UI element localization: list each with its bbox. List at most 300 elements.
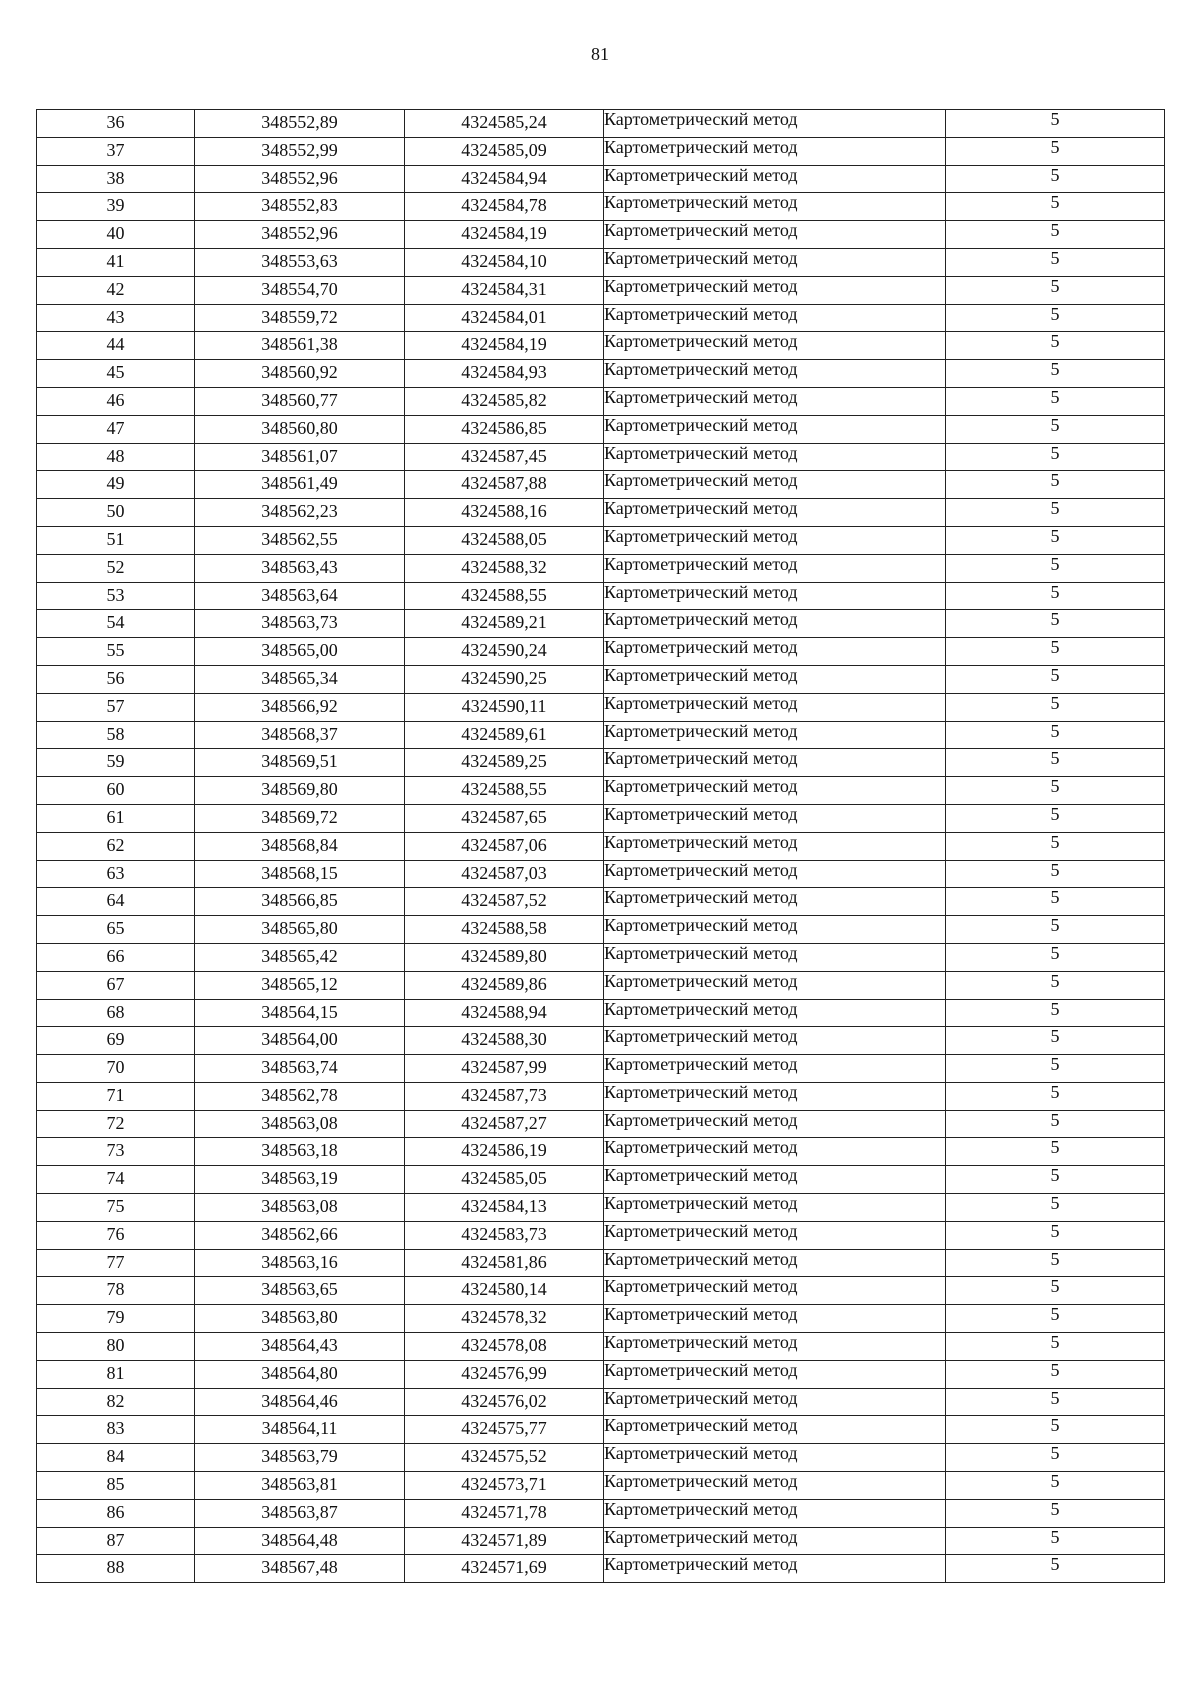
- table-row: [37, 943, 1165, 971]
- y-coordinate-cell: [405, 1527, 604, 1555]
- point-number-cell: [37, 360, 195, 388]
- point-number-cell: [37, 415, 195, 443]
- y-coordinate-text: 4324590,11: [461, 695, 547, 716]
- y-coordinate-text: 4324584,10: [461, 250, 547, 271]
- method-cell: [604, 332, 946, 360]
- x-coordinate-text: 348562,23: [261, 501, 338, 522]
- method-text: Картометрический метод: [604, 164, 798, 185]
- point-number-text: 78: [106, 1279, 125, 1300]
- table-row: [37, 1305, 1165, 1333]
- point-number-cell: [37, 471, 195, 499]
- table-row: [37, 276, 1165, 304]
- point-number-text: 80: [106, 1335, 125, 1356]
- method-text: Картометрический метод: [604, 720, 798, 741]
- accuracy-text: 5: [1050, 942, 1060, 963]
- method-cell: [604, 137, 946, 165]
- accuracy-text: 5: [1050, 414, 1060, 435]
- x-coordinate-text: 348565,00: [261, 640, 338, 661]
- point-number-text: 66: [106, 945, 125, 966]
- method-text: Картометрический метод: [604, 859, 798, 880]
- x-coordinate-text: 348563,19: [261, 1168, 338, 1189]
- y-coordinate-text: 4324589,80: [461, 945, 547, 966]
- method-text: Картометрический метод: [604, 1193, 798, 1214]
- x-coordinate-text: 348569,51: [261, 751, 338, 772]
- y-coordinate-text: 4324589,86: [461, 973, 547, 994]
- x-coordinate-cell: [195, 165, 405, 193]
- method-cell: [604, 1138, 946, 1166]
- y-coordinate-cell: [405, 1138, 604, 1166]
- point-number-cell: [37, 1472, 195, 1500]
- x-coordinate-text: 348560,80: [261, 417, 338, 438]
- accuracy-cell: [946, 888, 1165, 916]
- table-row: [37, 916, 1165, 944]
- method-cell: [604, 1027, 946, 1055]
- y-coordinate-cell: [405, 1055, 604, 1083]
- y-coordinate-text: 4324586,85: [461, 417, 547, 438]
- accuracy-text: 5: [1050, 525, 1060, 546]
- y-coordinate-text: 4324586,19: [461, 1140, 547, 1161]
- x-coordinate-text: 348567,48: [261, 1557, 338, 1578]
- x-coordinate-cell: [195, 610, 405, 638]
- point-number-text: 63: [106, 862, 125, 883]
- method-cell: [604, 610, 946, 638]
- method-cell: [604, 1194, 946, 1222]
- method-cell: [604, 971, 946, 999]
- method-text: Картометрический метод: [604, 386, 798, 407]
- y-coordinate-cell: [405, 916, 604, 944]
- point-number-cell: [37, 999, 195, 1027]
- accuracy-text: 5: [1050, 1387, 1060, 1408]
- accuracy-text: 5: [1050, 220, 1060, 241]
- point-number-text: 64: [106, 890, 125, 911]
- table-row: [37, 1082, 1165, 1110]
- method-text: Картометрический метод: [604, 359, 798, 380]
- x-coordinate-cell: [195, 1388, 405, 1416]
- y-coordinate-text: 4324587,45: [461, 445, 547, 466]
- point-number-text: 36: [106, 112, 125, 132]
- y-coordinate-text: 4324588,94: [461, 1001, 547, 1022]
- x-coordinate-text: 348566,92: [261, 695, 338, 716]
- y-coordinate-cell: [405, 693, 604, 721]
- point-number-cell: [37, 610, 195, 638]
- x-coordinate-cell: [195, 554, 405, 582]
- point-number-cell: [37, 1305, 195, 1333]
- accuracy-cell: [946, 526, 1165, 554]
- method-cell: [604, 110, 946, 138]
- point-number-cell: [37, 387, 195, 415]
- x-coordinate-cell: [195, 1527, 405, 1555]
- table-row: [37, 1388, 1165, 1416]
- y-coordinate-text: 4324589,25: [461, 751, 547, 772]
- x-coordinate-cell: [195, 137, 405, 165]
- method-cell: [604, 638, 946, 666]
- y-coordinate-text: 4324584,93: [461, 362, 547, 383]
- table-row: [37, 721, 1165, 749]
- y-coordinate-text: 4324584,31: [461, 278, 547, 299]
- point-number-text: 44: [106, 334, 125, 355]
- table-row: [37, 1166, 1165, 1194]
- point-number-cell: [37, 1055, 195, 1083]
- method-text: Картометрический метод: [604, 1165, 798, 1186]
- point-number-cell: [37, 1555, 195, 1583]
- method-cell: [604, 387, 946, 415]
- accuracy-cell: [946, 1499, 1165, 1527]
- y-coordinate-text: 4324584,19: [461, 334, 547, 355]
- point-number-text: 50: [106, 501, 125, 522]
- y-coordinate-text: 4324587,06: [461, 834, 547, 855]
- accuracy-cell: [946, 721, 1165, 749]
- accuracy-cell: [946, 221, 1165, 249]
- method-cell: [604, 1166, 946, 1194]
- accuracy-cell: [946, 1221, 1165, 1249]
- accuracy-cell: [946, 1555, 1165, 1583]
- table-row: [37, 1249, 1165, 1277]
- x-coordinate-cell: [195, 582, 405, 610]
- point-number-text: 62: [106, 834, 125, 855]
- point-number-cell: [37, 888, 195, 916]
- method-cell: [604, 471, 946, 499]
- accuracy-text: 5: [1050, 692, 1060, 713]
- point-number-cell: [37, 304, 195, 332]
- coordinates-table: [36, 109, 1165, 1583]
- method-cell: [604, 360, 946, 388]
- accuracy-text: 5: [1050, 1443, 1060, 1464]
- x-coordinate-cell: [195, 387, 405, 415]
- y-coordinate-cell: [405, 888, 604, 916]
- table-row: [37, 888, 1165, 916]
- x-coordinate-text: 348563,64: [261, 584, 338, 605]
- method-cell: [604, 1416, 946, 1444]
- accuracy-text: 5: [1050, 1415, 1060, 1436]
- point-number-cell: [37, 777, 195, 805]
- point-number-cell: [37, 1221, 195, 1249]
- x-coordinate-text: 348564,15: [261, 1001, 338, 1022]
- method-text: Картометрический метод: [604, 1387, 798, 1408]
- method-text: Картометрический метод: [604, 748, 798, 769]
- y-coordinate-text: 4324571,78: [461, 1501, 547, 1522]
- method-text: Картометрический метод: [604, 1304, 798, 1325]
- point-number-cell: [37, 1110, 195, 1138]
- point-number-text: 67: [106, 973, 125, 994]
- x-coordinate-cell: [195, 943, 405, 971]
- x-coordinate-text: 348564,11: [261, 1418, 338, 1439]
- y-coordinate-cell: [405, 360, 604, 388]
- x-coordinate-text: 348562,66: [261, 1223, 338, 1244]
- accuracy-text: 5: [1050, 720, 1060, 741]
- point-number-cell: [37, 554, 195, 582]
- page-number: 81: [591, 44, 609, 64]
- point-number-cell: [37, 1360, 195, 1388]
- accuracy-text: 5: [1050, 859, 1060, 880]
- point-number-cell: [37, 1082, 195, 1110]
- point-number-cell: [37, 749, 195, 777]
- table-row: [37, 332, 1165, 360]
- accuracy-cell: [946, 471, 1165, 499]
- y-coordinate-text: 4324571,69: [461, 1557, 547, 1578]
- accuracy-text: 5: [1050, 498, 1060, 519]
- x-coordinate-cell: [195, 777, 405, 805]
- y-coordinate-cell: [405, 1333, 604, 1361]
- point-number-cell: [37, 1166, 195, 1194]
- accuracy-text: 5: [1050, 442, 1060, 463]
- point-number-text: 52: [106, 556, 125, 577]
- x-coordinate-cell: [195, 665, 405, 693]
- method-cell: [604, 804, 946, 832]
- y-coordinate-text: 4324587,99: [461, 1057, 547, 1078]
- y-coordinate-cell: [405, 1555, 604, 1583]
- point-number-text: 72: [106, 1112, 125, 1133]
- point-number-cell: [37, 276, 195, 304]
- method-text: Картометрический метод: [604, 1332, 798, 1353]
- method-text: Картометрический метод: [604, 998, 798, 1019]
- point-number-text: 51: [106, 528, 125, 549]
- y-coordinate-cell: [405, 1416, 604, 1444]
- method-text: Картометрический метод: [604, 553, 798, 574]
- x-coordinate-text: 348561,49: [261, 473, 338, 494]
- table-row: [37, 665, 1165, 693]
- y-coordinate-text: 4324576,99: [461, 1362, 547, 1383]
- table-row: [37, 971, 1165, 999]
- point-number-text: 40: [106, 223, 125, 244]
- accuracy-cell: [946, 971, 1165, 999]
- table-row: [37, 1138, 1165, 1166]
- point-number-text: 88: [106, 1557, 125, 1578]
- method-text: Картометрический метод: [604, 637, 798, 658]
- x-coordinate-text: 348564,48: [261, 1529, 338, 1550]
- method-text: Картометрический метод: [604, 1276, 798, 1297]
- y-coordinate-cell: [405, 443, 604, 471]
- x-coordinate-cell: [195, 693, 405, 721]
- y-coordinate-cell: [405, 1499, 604, 1527]
- accuracy-cell: [946, 1166, 1165, 1194]
- point-number-text: 46: [106, 389, 125, 410]
- x-coordinate-text: 348565,80: [261, 918, 338, 939]
- point-number-text: 70: [106, 1057, 125, 1078]
- point-number-cell: [37, 499, 195, 527]
- accuracy-text: 5: [1050, 1137, 1060, 1158]
- accuracy-text: 5: [1050, 303, 1060, 324]
- accuracy-cell: [946, 832, 1165, 860]
- y-coordinate-text: 4324590,25: [461, 667, 547, 688]
- y-coordinate-cell: [405, 999, 604, 1027]
- y-coordinate-text: 4324585,82: [461, 389, 547, 410]
- y-coordinate-text: 4324583,73: [461, 1223, 547, 1244]
- table-row: [37, 471, 1165, 499]
- accuracy-cell: [946, 1305, 1165, 1333]
- x-coordinate-text: 348552,96: [261, 167, 338, 188]
- method-cell: [604, 276, 946, 304]
- point-number-text: 58: [106, 723, 125, 744]
- x-coordinate-cell: [195, 1277, 405, 1305]
- y-coordinate-cell: [405, 582, 604, 610]
- point-number-cell: [37, 1388, 195, 1416]
- method-cell: [604, 777, 946, 805]
- y-coordinate-cell: [405, 332, 604, 360]
- x-coordinate-cell: [195, 749, 405, 777]
- accuracy-cell: [946, 443, 1165, 471]
- table-row: [37, 777, 1165, 805]
- x-coordinate-text: 348563,74: [261, 1057, 338, 1078]
- accuracy-cell: [946, 554, 1165, 582]
- method-text: Картометрический метод: [604, 1554, 798, 1575]
- x-coordinate-cell: [195, 332, 405, 360]
- x-coordinate-cell: [195, 721, 405, 749]
- method-text: Картометрический метод: [604, 1137, 798, 1158]
- x-coordinate-cell: [195, 1333, 405, 1361]
- y-coordinate-text: 4324587,65: [461, 806, 547, 827]
- accuracy-cell: [946, 582, 1165, 610]
- table-row: [37, 1277, 1165, 1305]
- table-row: [37, 165, 1165, 193]
- accuracy-text: 5: [1050, 1026, 1060, 1047]
- table-row: [37, 360, 1165, 388]
- table-row: [37, 999, 1165, 1027]
- y-coordinate-cell: [405, 1249, 604, 1277]
- method-cell: [604, 1555, 946, 1583]
- y-coordinate-text: 4324589,21: [461, 612, 547, 633]
- y-coordinate-cell: [405, 804, 604, 832]
- accuracy-cell: [946, 499, 1165, 527]
- y-coordinate-text: 4324588,05: [461, 528, 547, 549]
- method-text: Картометрический метод: [604, 1248, 798, 1269]
- accuracy-cell: [946, 387, 1165, 415]
- point-number-text: 68: [106, 1001, 125, 1022]
- point-number-cell: [37, 1333, 195, 1361]
- y-coordinate-cell: [405, 1444, 604, 1472]
- table-row: [37, 860, 1165, 888]
- method-text: Картометрический метод: [604, 609, 798, 630]
- point-number-text: 48: [106, 445, 125, 466]
- x-coordinate-cell: [195, 1166, 405, 1194]
- point-number-cell: [37, 693, 195, 721]
- accuracy-cell: [946, 916, 1165, 944]
- table-row: [37, 304, 1165, 332]
- accuracy-text: 5: [1050, 1220, 1060, 1241]
- table-row: [37, 1527, 1165, 1555]
- y-coordinate-cell: [405, 471, 604, 499]
- y-coordinate-text: 4324578,32: [461, 1307, 547, 1328]
- method-text: Картометрический метод: [604, 1526, 798, 1547]
- y-coordinate-cell: [405, 832, 604, 860]
- method-cell: [604, 554, 946, 582]
- accuracy-text: 5: [1050, 1304, 1060, 1325]
- table-row: [37, 499, 1165, 527]
- point-number-cell: [37, 165, 195, 193]
- x-coordinate-cell: [195, 1138, 405, 1166]
- method-cell: [604, 943, 946, 971]
- method-text: Картометрический метод: [604, 109, 798, 129]
- x-coordinate-cell: [195, 804, 405, 832]
- table-row: [37, 1360, 1165, 1388]
- y-coordinate-cell: [405, 749, 604, 777]
- table-row: [37, 221, 1165, 249]
- y-coordinate-text: 4324589,61: [461, 723, 547, 744]
- table-row: [37, 1555, 1165, 1583]
- method-cell: [604, 1110, 946, 1138]
- point-number-text: 87: [106, 1529, 125, 1550]
- accuracy-text: 5: [1050, 109, 1060, 129]
- x-coordinate-text: 348563,43: [261, 556, 338, 577]
- method-cell: [604, 1221, 946, 1249]
- x-coordinate-text: 348564,43: [261, 1335, 338, 1356]
- accuracy-cell: [946, 1249, 1165, 1277]
- method-cell: [604, 221, 946, 249]
- accuracy-cell: [946, 1333, 1165, 1361]
- accuracy-text: 5: [1050, 1471, 1060, 1492]
- method-cell: [604, 1305, 946, 1333]
- table-row: [37, 110, 1165, 138]
- accuracy-text: 5: [1050, 1332, 1060, 1353]
- method-cell: [604, 1082, 946, 1110]
- point-number-cell: [37, 1499, 195, 1527]
- y-coordinate-cell: [405, 860, 604, 888]
- table-row: [37, 1027, 1165, 1055]
- accuracy-text: 5: [1050, 359, 1060, 380]
- point-number-text: 73: [106, 1140, 125, 1161]
- x-coordinate-text: 348561,07: [261, 445, 338, 466]
- accuracy-cell: [946, 693, 1165, 721]
- accuracy-text: 5: [1050, 1276, 1060, 1297]
- accuracy-text: 5: [1050, 1498, 1060, 1519]
- y-coordinate-cell: [405, 943, 604, 971]
- y-coordinate-cell: [405, 415, 604, 443]
- y-coordinate-cell: [405, 554, 604, 582]
- point-number-text: 55: [106, 640, 125, 661]
- y-coordinate-cell: [405, 499, 604, 527]
- y-coordinate-text: 4324588,58: [461, 918, 547, 939]
- accuracy-text: 5: [1050, 1526, 1060, 1547]
- table-row: [37, 1055, 1165, 1083]
- y-coordinate-cell: [405, 971, 604, 999]
- x-coordinate-cell: [195, 860, 405, 888]
- y-coordinate-text: 4324585,05: [461, 1168, 547, 1189]
- y-coordinate-cell: [405, 221, 604, 249]
- accuracy-cell: [946, 276, 1165, 304]
- x-coordinate-text: 348565,42: [261, 945, 338, 966]
- y-coordinate-text: 4324587,88: [461, 473, 547, 494]
- x-coordinate-text: 348563,73: [261, 612, 338, 633]
- method-text: Картометрический метод: [604, 1443, 798, 1464]
- x-coordinate-text: 348568,84: [261, 834, 338, 855]
- point-number-text: 47: [106, 417, 125, 438]
- y-coordinate-cell: [405, 1110, 604, 1138]
- accuracy-text: 5: [1050, 1554, 1060, 1575]
- accuracy-cell: [946, 943, 1165, 971]
- accuracy-cell: [946, 665, 1165, 693]
- x-coordinate-cell: [195, 1416, 405, 1444]
- method-text: Картометрический метод: [604, 915, 798, 936]
- method-text: Картометрический метод: [604, 942, 798, 963]
- point-number-cell: [37, 1444, 195, 1472]
- accuracy-cell: [946, 1444, 1165, 1472]
- point-number-text: 42: [106, 278, 125, 299]
- method-cell: [604, 1333, 946, 1361]
- method-text: Картометрический метод: [604, 275, 798, 296]
- method-text: Картометрический метод: [604, 1026, 798, 1047]
- accuracy-text: 5: [1050, 776, 1060, 797]
- y-coordinate-text: 4324588,32: [461, 556, 547, 577]
- x-coordinate-cell: [195, 1249, 405, 1277]
- x-coordinate-cell: [195, 916, 405, 944]
- x-coordinate-cell: [195, 248, 405, 276]
- method-cell: [604, 193, 946, 221]
- accuracy-text: 5: [1050, 136, 1060, 157]
- method-cell: [604, 999, 946, 1027]
- accuracy-cell: [946, 1082, 1165, 1110]
- method-text: Картометрический метод: [604, 525, 798, 546]
- point-number-cell: [37, 1416, 195, 1444]
- method-text: Картометрический метод: [604, 303, 798, 324]
